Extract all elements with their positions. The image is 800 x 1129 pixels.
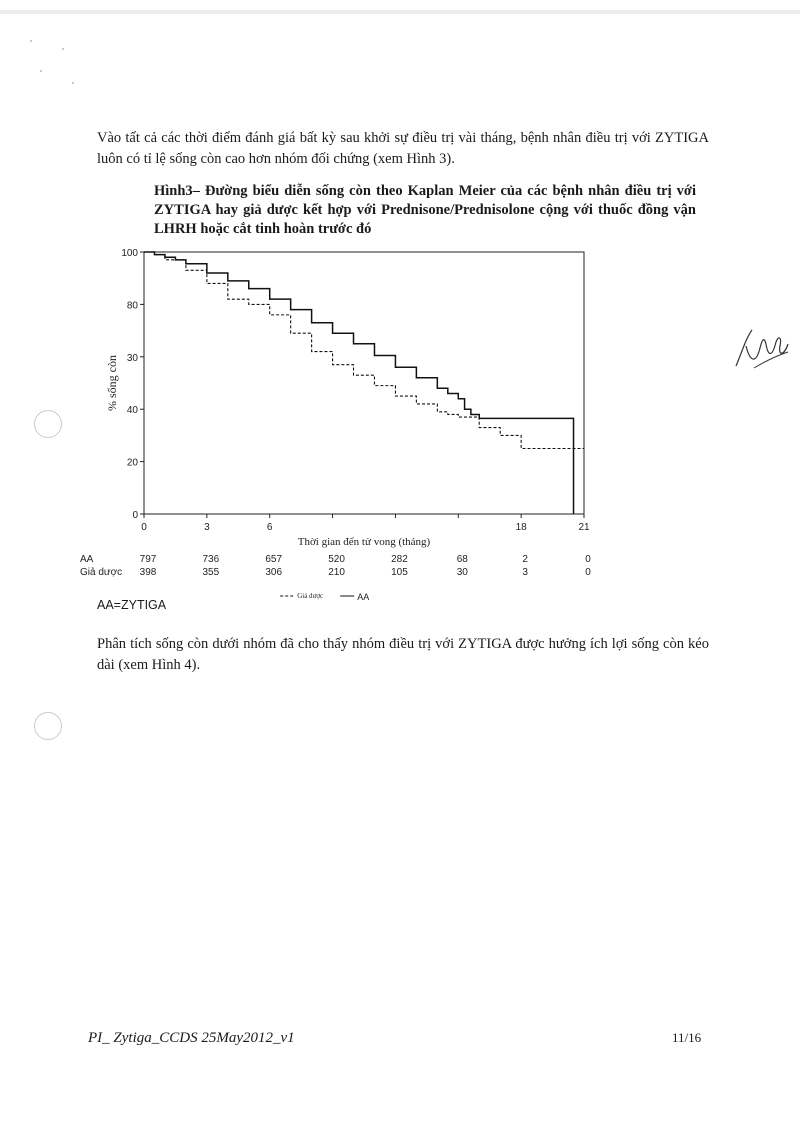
legend-label: Giả dược: [297, 592, 324, 600]
footer-page-number: 11/16: [672, 1030, 702, 1045]
subgroup-paragraph: Phân tích sống còn dưới nhóm đã cho thấy nhóm điều trị với ZYTIGA được hưởng ích lợi sống còn kéo dài (xem Hình 4).: [97, 636, 709, 673]
risk-count: 520: [328, 554, 345, 565]
x-tick-label: 0: [141, 522, 147, 533]
figure-caption: Hình3– Đường biểu diễn sống còn theo Kaplan Meier của các bệnh nhân điều trị với ZYTIGA hay giả dược kết hợp với Prednisone/Prednisolone cộng với thuốc đồng vận LHRH hoặc cắt tinh hoàn trước đó: [154, 183, 696, 237]
scan-top-line: [0, 10, 800, 14]
risk-count: 30: [456, 567, 468, 578]
risk-count: 355: [202, 567, 220, 578]
x-tick-label: 3: [204, 522, 210, 533]
y-tick-label: 20: [126, 457, 138, 469]
punch-hole: [34, 410, 62, 438]
risk-count: 306: [265, 567, 283, 578]
scan-speck: [40, 70, 42, 72]
scan-speck: [30, 40, 32, 42]
risk-count: 736: [202, 554, 220, 565]
y-tick-label: 40: [126, 405, 138, 417]
risk-count: 398: [139, 567, 157, 578]
punch-hole: [34, 712, 62, 740]
y-tick-label: 30: [126, 352, 138, 364]
x-tick-label: 6: [266, 522, 273, 533]
handwritten-signature: [730, 322, 792, 374]
x-tick-label: 21: [578, 522, 590, 533]
risk-count: 0: [585, 567, 591, 578]
risk-count: 797: [139, 554, 157, 565]
footer-document-id: PI_ Zytiga_CCDS 25May2012_v1: [88, 1030, 295, 1046]
legend-label: AA: [357, 592, 370, 600]
risk-row-label: AA: [80, 554, 94, 565]
series-line-aa: [144, 252, 574, 514]
risk-count: 657: [265, 554, 283, 565]
risk-count: 282: [391, 554, 408, 565]
risk-count: 0: [585, 554, 591, 565]
scan-speck: [62, 48, 64, 50]
intro-paragraph: Vào tất cả các thời điểm đánh giá bất kỳ sau khởi sự điều trị vài tháng, bệnh nhân điều trị với ZYTIGA luôn có tỉ lệ sống còn cao hơn nhóm đối chứng (xem Hình 3).: [97, 130, 709, 167]
x-axis-label: Thời gian đến tử vong (tháng): [297, 536, 431, 548]
scan-speck: [72, 82, 74, 84]
y-tick-label: 0: [132, 510, 138, 521]
y-tick-label: 80: [126, 300, 138, 312]
risk-count: 3: [522, 567, 528, 578]
risk-count: 2: [522, 554, 528, 565]
risk-count: 210: [328, 567, 345, 578]
y-tick-label: 100: [121, 248, 138, 259]
risk-row-label: Giả dược: [80, 567, 123, 578]
abbreviation-note: AA=ZYTIGA: [97, 598, 167, 612]
y-axis-label: % sống còn: [105, 355, 119, 411]
kaplan-meier-chart: [80, 240, 620, 600]
plot-frame: [144, 252, 584, 514]
x-tick-label: 18: [515, 522, 527, 533]
risk-count: 68: [456, 554, 468, 565]
risk-count: 105: [391, 567, 408, 578]
